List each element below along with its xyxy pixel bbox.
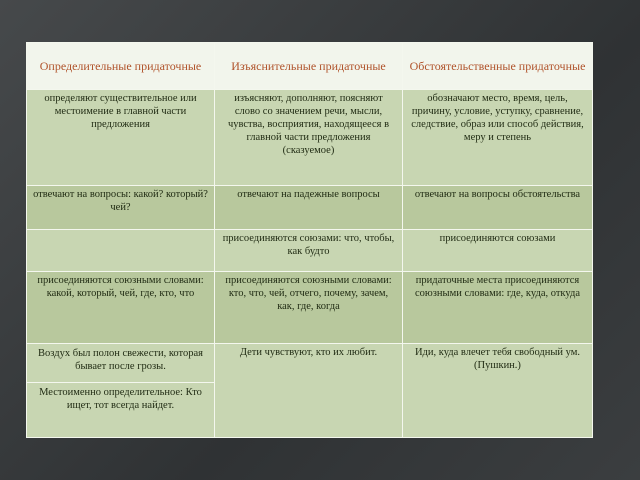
example-note: Местоименно определительное: Кто ищет, тот всегда найдет. [27, 382, 214, 415]
example-cell-explanatory: Дети чувствуют, кто их любит. [215, 344, 403, 438]
table-cell: придаточные места присоединяются союзными словами: где, куда, откуда [403, 272, 593, 344]
table-cell: изъясняют, дополняют, поясняют слово со значением речи, мысли, чувства, восприятия, находящееся в главной части предложения (сказуемое) [215, 90, 403, 186]
table-cell [27, 230, 215, 272]
table-cell: отвечают на вопросы обстоятельства [403, 186, 593, 230]
table-cell: обозначают место, время, цель, причину, условие, уступку, сравнение, следствие, образ или способ действия, меру и степень [403, 90, 593, 186]
table-row-examples [27, 344, 593, 438]
header-attributive: Определительные придаточные [27, 43, 215, 90]
table-cell: присоединяются союзными словами: какой, который, чей, где, кто, что [27, 272, 215, 344]
table-row [27, 230, 593, 272]
table-cell: отвечают на вопросы: какой? который? чей? [27, 186, 215, 230]
table-row [27, 90, 593, 186]
table-header-row [27, 43, 593, 90]
table-cell: присоединяются союзами: что, чтобы, как будто [215, 230, 403, 272]
example-text: Воздух был полон свежести, которая бывает после грозы. [38, 348, 203, 372]
table-cell: определяют существительное или местоимение в главной части предложения [27, 90, 215, 186]
comparison-table [26, 42, 592, 438]
table-cell: отвечают на падежные вопросы [215, 186, 403, 230]
table-row [27, 272, 593, 344]
table-cell: присоединяются союзами [403, 230, 593, 272]
table-row [27, 186, 593, 230]
example-cell-adverbial: Иди, куда влечет тебя свободный ум. (Пушкин.) [403, 344, 593, 438]
example-cell-attributive [27, 344, 215, 438]
header-adverbial: Обстоятельственные придаточные [403, 43, 593, 90]
table-cell: присоединяются союзными словами: кто, что, чей, отчего, почему, зачем, как, где, когда [215, 272, 403, 344]
header-explanatory: Изъяснительные придаточные [215, 43, 403, 90]
